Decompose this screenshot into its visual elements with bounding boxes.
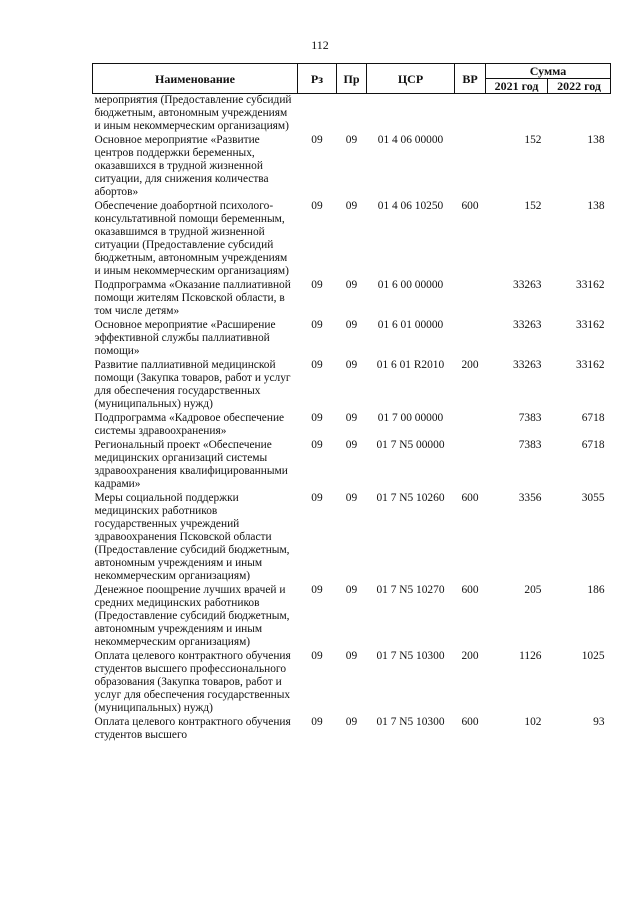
row-vr: 600 bbox=[461, 200, 479, 212]
row-sum-2022 bbox=[548, 94, 611, 135]
table-row bbox=[93, 412, 611, 439]
row-name: Меры социальной поддержки медицинских работников государственных учреждений здравоохранения Псковской области (Предоставление субсидий бюджетным, автономным учреждениям и иным некоммерческим организациям) bbox=[94, 492, 290, 582]
header-csr: ЦСР bbox=[367, 64, 455, 94]
row-vr: 600 bbox=[461, 716, 479, 728]
header-year-2022: 2022 год bbox=[548, 79, 611, 94]
table-row bbox=[93, 439, 611, 492]
table-row bbox=[93, 584, 611, 650]
row-sum-2021 bbox=[486, 94, 548, 135]
row-name: мероприятия (Предоставление субсидий бюджетным, автономным учреждениям и иным некоммерческим организациям) bbox=[94, 94, 292, 132]
row-pr: 09 bbox=[345, 319, 358, 331]
table-row bbox=[93, 650, 611, 716]
row-pr: 09 bbox=[345, 200, 358, 212]
row-pr: 09 bbox=[345, 716, 358, 728]
row-csr: 01 6 01 00000 bbox=[377, 319, 444, 331]
header-rz: Рз bbox=[298, 64, 337, 94]
row-rz: 09 bbox=[311, 134, 323, 146]
table-row bbox=[93, 279, 611, 319]
table-header bbox=[93, 64, 611, 94]
row-pr: 09 bbox=[345, 439, 358, 451]
row-sum-2022: 6718 bbox=[581, 439, 605, 451]
row-sum-2021: 152 bbox=[524, 200, 542, 212]
row-name: Подпрограмма «Кадровое обеспечение системы здравоохранения» bbox=[94, 412, 285, 437]
row-sum-2022: 1025 bbox=[581, 650, 605, 662]
row-csr: 01 6 01 R2010 bbox=[376, 359, 445, 371]
header-vr: ВР bbox=[455, 64, 486, 94]
row-rz: 09 bbox=[311, 716, 323, 728]
row-sum-2022: 186 bbox=[587, 584, 605, 596]
row-sum-2021: 33263 bbox=[513, 279, 542, 291]
row-sum-2021: 3356 bbox=[518, 492, 542, 504]
row-vr: 200 bbox=[461, 650, 479, 662]
row-sum-2022: 138 bbox=[587, 200, 605, 212]
table-row bbox=[93, 319, 611, 359]
row-pr: 09 bbox=[345, 412, 358, 424]
table-row bbox=[93, 492, 611, 584]
table-row bbox=[93, 134, 611, 200]
row-sum-2021: 1126 bbox=[519, 650, 542, 662]
table-row bbox=[93, 94, 611, 135]
row-name: Оплата целевого контрактного обучения студентов высшего bbox=[94, 716, 291, 741]
row-sum-2022: 6718 bbox=[581, 412, 605, 424]
row-sum-2021: 102 bbox=[524, 716, 542, 728]
row-name: Основное мероприятие «Расширение эффективной службы паллиативной помощи» bbox=[94, 319, 276, 357]
row-sum-2022: 93 bbox=[593, 716, 605, 728]
row-rz: 09 bbox=[311, 279, 323, 291]
row-rz bbox=[298, 94, 337, 135]
row-name: Оплата целевого контрактного обучения студентов высшего профессионального образования (Закупка товаров, работ и услуг для обеспечения государственных (муниципальных) нужд) bbox=[94, 650, 291, 714]
row-sum-2022: 138 bbox=[587, 134, 605, 146]
row-csr: 01 7 N5 10300 bbox=[376, 716, 445, 728]
row-csr: 01 7 N5 10260 bbox=[376, 492, 445, 504]
row-vr bbox=[455, 94, 486, 135]
row-name: Региональный проект «Обеспечение медицинских организаций системы здравоохранения квалифицированными кадрами» bbox=[94, 439, 288, 490]
header-year-2021: 2021 год bbox=[486, 79, 548, 94]
row-vr bbox=[455, 412, 486, 439]
table-row bbox=[93, 716, 611, 743]
row-csr: 01 6 00 00000 bbox=[377, 279, 444, 291]
row-sum-2021: 205 bbox=[524, 584, 542, 596]
row-vr bbox=[455, 439, 486, 492]
row-rz: 09 bbox=[311, 319, 323, 331]
row-csr: 01 7 N5 10270 bbox=[376, 584, 445, 596]
row-pr bbox=[337, 94, 367, 135]
row-pr: 09 bbox=[345, 279, 358, 291]
row-rz: 09 bbox=[311, 359, 323, 371]
row-sum-2021: 7383 bbox=[518, 439, 542, 451]
row-vr bbox=[455, 319, 486, 359]
row-vr: 600 bbox=[461, 584, 479, 596]
page-number: 112 bbox=[311, 38, 329, 52]
header-sum: Сумма bbox=[486, 64, 611, 79]
row-sum-2021: 33263 bbox=[513, 359, 542, 371]
row-sum-2021: 33263 bbox=[513, 319, 542, 331]
row-pr: 09 bbox=[345, 359, 358, 371]
row-sum-2022: 33162 bbox=[576, 319, 605, 331]
row-pr: 09 bbox=[345, 650, 358, 662]
row-rz: 09 bbox=[311, 650, 323, 662]
row-csr: 01 7 N5 10300 bbox=[376, 650, 445, 662]
table-row bbox=[93, 359, 611, 412]
row-csr: 01 7 N5 00000 bbox=[376, 439, 445, 451]
row-sum-2022: 33162 bbox=[576, 279, 605, 291]
row-sum-2021: 7383 bbox=[518, 412, 542, 424]
row-pr: 09 bbox=[345, 492, 358, 504]
row-name: Обеспечение доабортной психолого-консультативной помощи беременным, оказавшимся в трудной жизненной ситуации (Предоставление субсидий бюджетным, автономным учреждениям и иным некоммерческим организациям) bbox=[94, 200, 289, 277]
header-name: Наименование bbox=[93, 64, 298, 94]
row-pr: 09 bbox=[345, 134, 358, 146]
row-csr bbox=[367, 94, 455, 135]
row-name: Денежное поощрение лучших врачей и средних медицинских работников (Предоставление субсидий бюджетным, автономным учреждениям и иным некоммерческим организациям) bbox=[94, 584, 290, 648]
row-sum-2022: 3055 bbox=[581, 492, 605, 504]
row-rz: 09 bbox=[311, 439, 323, 451]
row-rz: 09 bbox=[311, 584, 323, 596]
row-name: Основное мероприятие «Развитие центров поддержки беременных, оказавшихся в трудной жизненной ситуации, для снижения количества абортов» bbox=[94, 134, 269, 198]
row-csr: 01 4 06 00000 bbox=[377, 134, 444, 146]
row-vr: 200 bbox=[461, 359, 479, 371]
table-row bbox=[93, 200, 611, 279]
row-rz: 09 bbox=[311, 200, 323, 212]
row-sum-2021: 152 bbox=[524, 134, 542, 146]
row-name: Развитие паллиативной медицинской помощи (Закупка товаров, работ и услуг для обеспечения государственных (муниципальных) нужд) bbox=[94, 359, 291, 410]
row-rz: 09 bbox=[311, 412, 323, 424]
table-body bbox=[93, 94, 611, 744]
row-csr: 01 7 00 00000 bbox=[377, 412, 444, 424]
row-rz: 09 bbox=[311, 492, 323, 504]
row-vr: 600 bbox=[461, 492, 479, 504]
row-sum-2022: 33162 bbox=[576, 359, 605, 371]
row-pr: 09 bbox=[345, 584, 358, 596]
row-vr bbox=[455, 134, 486, 200]
row-vr bbox=[455, 279, 486, 319]
row-name: Подпрограмма «Оказание паллиативной помощи жителям Псковской области, в том числе детям» bbox=[94, 279, 291, 317]
budget-table bbox=[92, 63, 611, 743]
header-pr: Пр bbox=[337, 64, 367, 94]
row-csr: 01 4 06 10250 bbox=[377, 200, 444, 212]
